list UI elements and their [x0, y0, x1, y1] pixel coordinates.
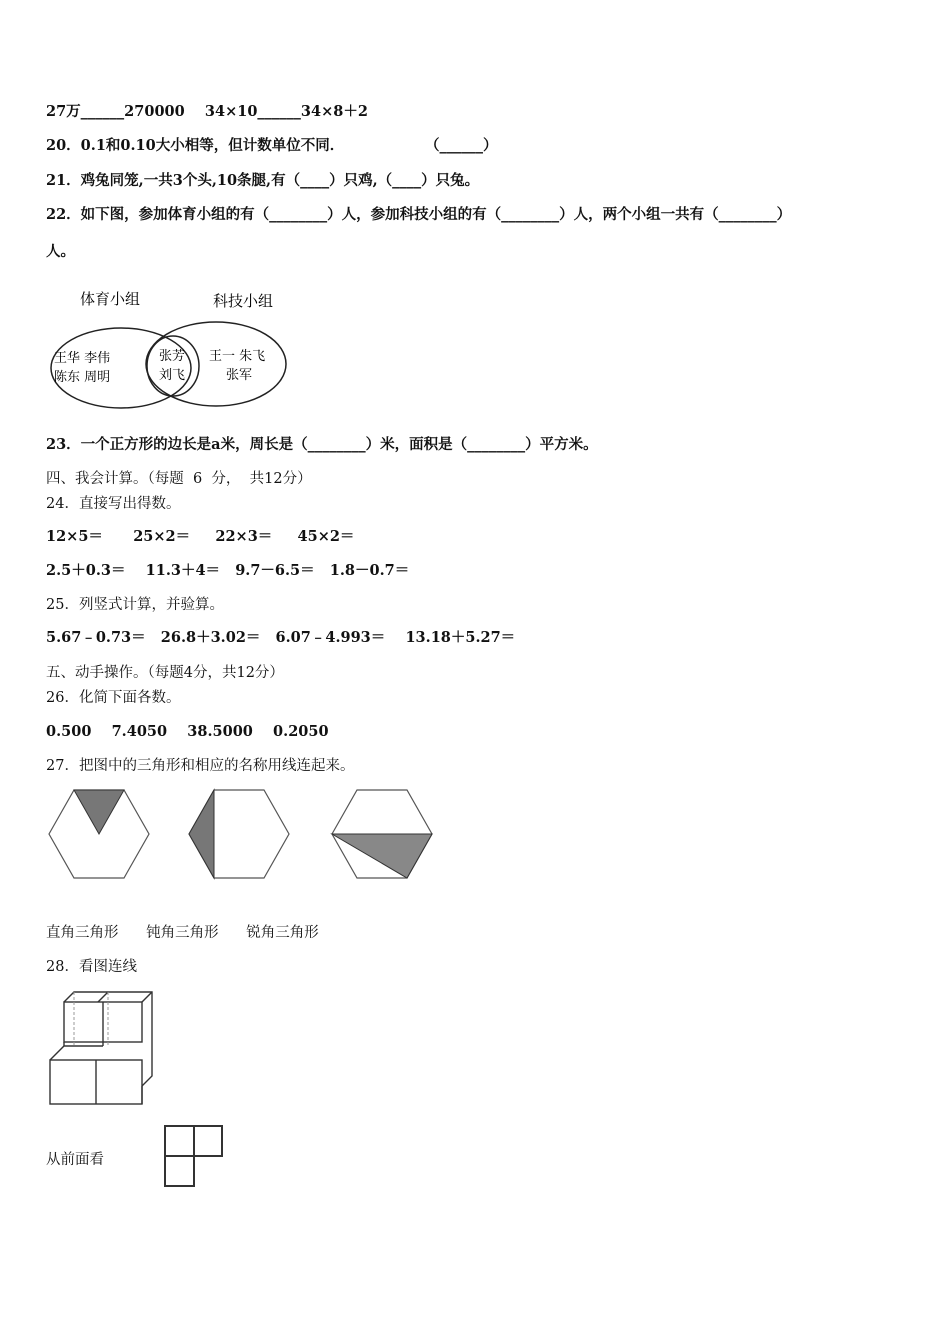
q26-row: 0.500 7.4050 38.5000 0.2050 [46, 723, 329, 740]
question-21: 21．鸡兔同笼,一共3个头,10条腿,有（____）只鸡,（____）只兔。 [46, 172, 480, 189]
cube-stack-figure [46, 990, 158, 1106]
venn-left-names-1: 王华 李伟 [54, 351, 111, 366]
question-24: 24．直接写出得数。 [46, 496, 181, 512]
venn-center-names-2: 刘飞 [159, 368, 186, 383]
question-25: 25．列竖式计算，并验算。 [46, 597, 224, 613]
front-view-label: 从前面看 [46, 1152, 104, 1168]
hexagon-figures [46, 786, 446, 882]
question-22: 22．如下图，参加体育小组的有（________）人，参加科技小组的有（________）人，两个小组一共有（________） [46, 206, 792, 223]
venn-left-title: 体育小组 [80, 290, 141, 308]
hexagon-3 [332, 790, 432, 878]
venn-right-names-1: 王一 朱飞 [209, 349, 266, 364]
q19-continuation: 27万______270000 34×10______34×8＋2 [46, 103, 368, 120]
question-27: 27．把图中的三角形和相应的名称用线连起来。 [46, 758, 355, 774]
question-23: 23．一个正方形的边长是a米，周长是（________）米，面积是（________）平方米。 [46, 436, 598, 453]
venn-right-title: 科技小组 [213, 292, 274, 310]
q24-row-2: 2.5＋0.3＝ 11.3＋4＝ 9.7－6.5＝ 1.8－0.7＝ [46, 562, 410, 579]
shaded-triangle-2 [189, 790, 214, 878]
question-22-cont: 人。 [46, 243, 75, 260]
hexagon-2 [189, 790, 289, 878]
venn-diagram [46, 284, 296, 414]
venn-right-names-2: 张军 [226, 368, 253, 383]
question-28: 28．看图连线 [46, 959, 137, 975]
venn-right-ellipse [146, 322, 286, 406]
hexagon-1 [49, 790, 149, 878]
shaded-triangle-3 [332, 834, 432, 878]
section-5-heading: 五、动手操作。（每题4分，共12分） [46, 665, 284, 681]
q24-row-1: 12×5＝ 25×2＝ 22×3＝ 45×2＝ [46, 528, 355, 545]
shaded-triangle-1 [74, 790, 124, 834]
question-20: 20．0.1和0.10大小相等，但计数单位不同． （______） [46, 137, 498, 154]
q25-row: 5.67﹣0.73＝ 26.8＋3.02＝ 6.07﹣4.993＝ 13.18＋5.27＝ [46, 629, 516, 646]
front-view-shape [162, 1122, 226, 1190]
triangle-names: 直角三角形 钝角三角形 锐角三角形 [46, 925, 319, 941]
question-26: 26．化简下面各数。 [46, 690, 181, 706]
venn-center-names-1: 张芳 [159, 349, 186, 364]
venn-left-names-2: 陈东 周明 [54, 370, 111, 385]
section-4-heading: 四、我会计算。（每题 6 分， 共12分） [46, 471, 312, 487]
